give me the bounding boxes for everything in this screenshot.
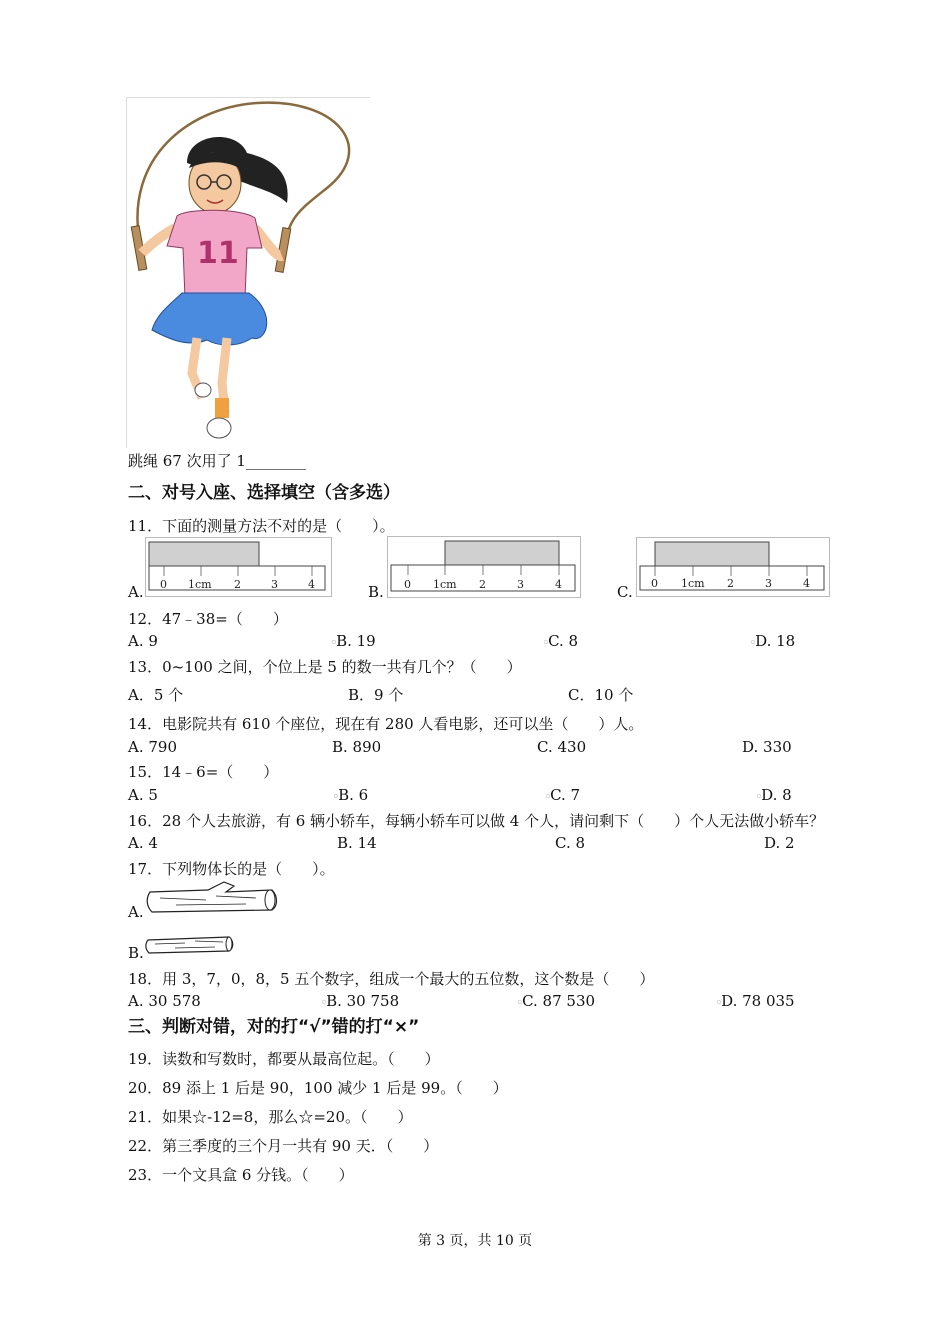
q16-option-d[interactable]: D. 2 xyxy=(764,834,795,852)
q14-option-d[interactable]: D. 330 xyxy=(742,738,792,756)
q13-option-b[interactable]: B．9 个 xyxy=(348,686,404,704)
question-17: 17．下列物体长的是（ ）。 xyxy=(128,860,335,878)
q15-option-d[interactable]: ▫D. 8 xyxy=(757,786,792,804)
q18-option-a[interactable]: A. 30 578 xyxy=(128,992,201,1010)
page-footer: 第 3 页，共 10 页 xyxy=(417,1233,533,1249)
ruler-tick-label: 4 xyxy=(308,578,315,591)
caption-text: 跳绳 67 次用了 1 xyxy=(128,452,246,470)
q11-option-c-ruler xyxy=(636,537,830,597)
q12-option-d[interactable]: ▫D. 18 xyxy=(751,632,796,650)
q11-option-b-label[interactable]: B. xyxy=(368,583,384,601)
question-12: 12．47﹣38=（ ） xyxy=(128,610,288,628)
ruler-tick-label: 4 xyxy=(555,578,562,591)
q14-option-a[interactable]: A. 790 xyxy=(128,738,177,756)
ruler-tick-label: 0 xyxy=(404,578,411,591)
ruler-tick-label: 0 xyxy=(651,577,658,590)
q17-option-a-label[interactable]: A. xyxy=(128,903,144,921)
question-11: 11．下面的测量方法不对的是（ ）。 xyxy=(128,517,395,535)
ruler-tick-label: 3 xyxy=(517,578,524,591)
question-23: 23．一个文具盒 6 分钱。（ ） xyxy=(128,1166,354,1184)
girl-jumping-rope-illustration xyxy=(126,97,370,448)
q13-option-c[interactable]: C．10 个 xyxy=(568,686,634,704)
ruler-tick-label: 2 xyxy=(727,577,734,590)
q16-option-a[interactable]: A. 4 xyxy=(128,834,158,852)
q15-option-c[interactable]: ▫C. 7 xyxy=(546,786,581,804)
q14-option-c[interactable]: C. 430 xyxy=(537,738,587,756)
q12-option-b[interactable]: ▫B. 19 xyxy=(332,632,376,650)
question-21: 21．如果☆-12=8，那么☆=20。（ ） xyxy=(128,1108,413,1126)
q12-option-a[interactable]: A. 9 xyxy=(128,632,158,650)
long-log-icon xyxy=(146,880,278,920)
question-16: 16．28 个人去旅游，有 6 辆小轿车，每辆小轿车可以做 4 个人，请问剩下（ ）个人无法做小轿车？ xyxy=(128,812,825,830)
question-14: 14．电影院共有 610 个座位，现在有 280 人看电影，还可以坐（ ）人。 xyxy=(128,715,644,733)
q16-option-c[interactable]: C. 8 xyxy=(555,834,586,852)
q11-option-a-label[interactable]: A. xyxy=(128,583,144,601)
q18-option-b[interactable]: ▫B. 30 758 xyxy=(322,992,400,1010)
question-15: 15．14﹣6=（ ） xyxy=(128,763,279,781)
ruler-tick-label: 1cm xyxy=(433,578,457,591)
q18-option-d[interactable]: ▫D. 78 035 xyxy=(717,992,795,1010)
ruler-tick-label: 2 xyxy=(234,578,241,591)
ruler-tick-label: 2 xyxy=(479,578,486,591)
q12-option-c[interactable]: ▫C. 8 xyxy=(544,632,579,650)
q11-option-c-label[interactable]: C. xyxy=(617,583,633,601)
q15-option-b[interactable]: ▫B. 6 xyxy=(334,786,369,804)
question-19: 19．读数和写数时，都要从最高位起。（ ） xyxy=(128,1050,440,1068)
ruler-tick-label: 1cm xyxy=(681,577,705,590)
ruler-tick-label: 3 xyxy=(765,577,772,590)
section-3-title: 三、判断对错，对的打“√”错的打“×” xyxy=(128,1017,420,1037)
q14-option-b[interactable]: B. 890 xyxy=(332,738,382,756)
q13-option-a[interactable]: A．5 个 xyxy=(128,686,184,704)
ruler-tick-label: 4 xyxy=(803,577,810,590)
question-20: 20．89 添上 1 后是 90，100 减少 1 后是 99。（ ） xyxy=(128,1079,508,1097)
q18-option-c[interactable]: ▫C. 87 530 xyxy=(518,992,596,1010)
question-18: 18．用 3，7，0，8，5 五个数字，组成一个最大的五位数，这个数是（ ） xyxy=(128,970,655,988)
ruler-tick-label: 1cm xyxy=(188,578,212,591)
question-13: 13．0~100 之间，个位上是 5 的数一共有几个？（ ） xyxy=(128,658,522,676)
q11-option-b-ruler xyxy=(387,536,581,598)
question-22: 22．第三季度的三个月一共有 90 天．（ ） xyxy=(128,1137,439,1155)
section-2-title: 二、对号入座、选择填空（含多选） xyxy=(128,483,400,503)
q16-option-b[interactable]: B. 14 xyxy=(337,834,377,852)
ruler-tick-label: 3 xyxy=(271,578,278,591)
q15-option-a[interactable]: A. 5 xyxy=(128,786,158,804)
answer-blank[interactable]: ________ xyxy=(245,452,306,470)
illustration-caption xyxy=(128,450,306,471)
q17-option-b-label[interactable]: B. xyxy=(128,944,144,962)
q11-option-a-ruler xyxy=(145,537,332,597)
ruler-tick-label: 0 xyxy=(160,578,167,591)
short-log-icon xyxy=(145,934,235,960)
svg-text:11: 11 xyxy=(197,236,239,271)
